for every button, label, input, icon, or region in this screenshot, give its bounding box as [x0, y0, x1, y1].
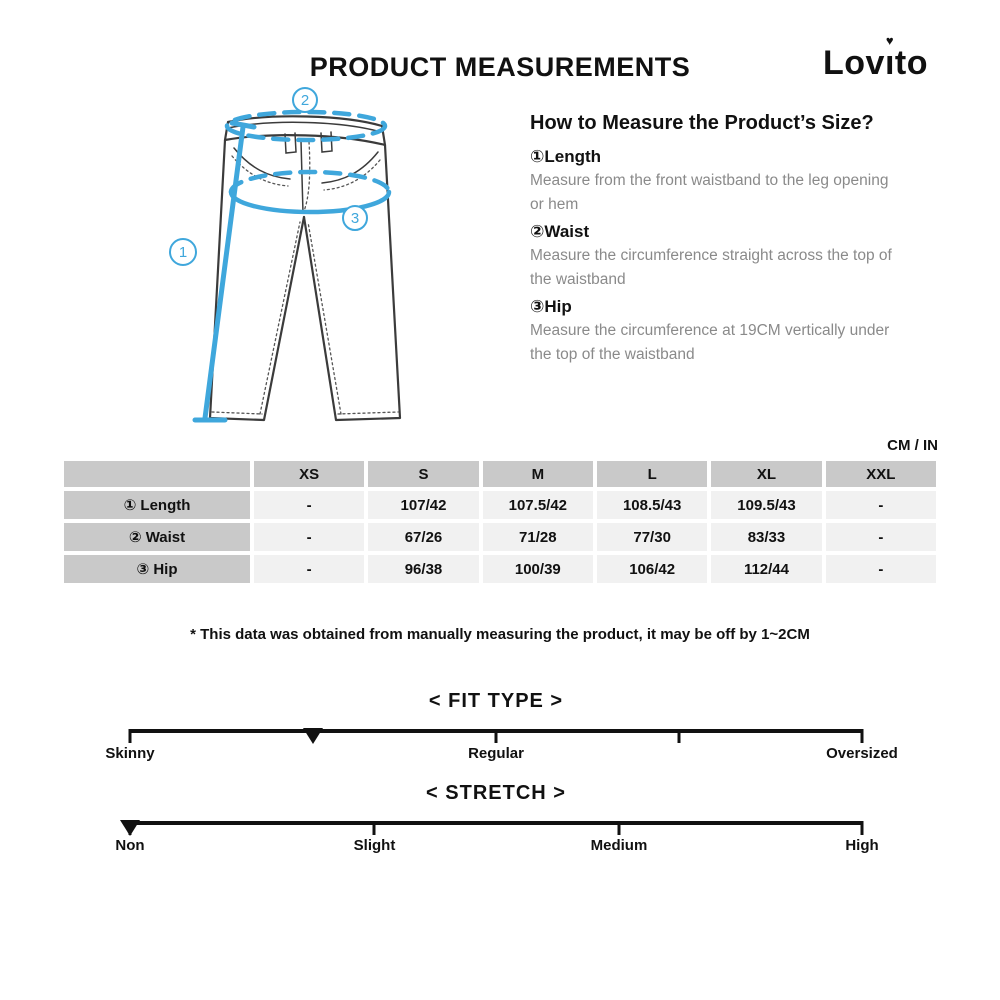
row-label: ② Waist [64, 523, 250, 551]
cell-value: - [826, 491, 936, 519]
measure-item-description: Measure the circumference at 19CM vertically under the top of the waistband [530, 322, 890, 363]
scale-label: Slight [353, 837, 396, 854]
cell-value: - [254, 491, 364, 519]
scale-marker-triangle [120, 820, 140, 836]
cell-value: 83/33 [711, 523, 821, 551]
scale-marker-triangle [303, 728, 323, 744]
table-row-waist [64, 523, 936, 551]
table-header-row [64, 461, 936, 487]
column-header-xl: XL [711, 461, 821, 487]
diagram-marker-3 [343, 206, 367, 230]
fit-type-title: < FIT TYPE > [428, 690, 564, 712]
scale-tick [495, 729, 498, 743]
stretch-labels [115, 837, 879, 857]
cell-value: 108.5/43 [597, 491, 707, 519]
logo-heart-dot-i: ı ♥ [884, 33, 895, 82]
scale-label: Non [115, 837, 145, 854]
measure-item-name: ②Waist [530, 222, 590, 242]
column-header-m: M [483, 461, 593, 487]
cell-value: - [254, 555, 364, 583]
page-title: PRODUCT MEASUREMENTS [309, 52, 691, 82]
how-to-measure-section [530, 112, 922, 366]
cell-value: 67/26 [368, 523, 478, 551]
diagram-marker-1 [170, 239, 196, 265]
row-label: ① Length [64, 491, 250, 519]
stretch-title: < STRETCH > [426, 782, 566, 804]
how-to-item-hip [530, 297, 922, 366]
fit-type-scale [105, 690, 898, 765]
unit-label: CM / IN [887, 437, 938, 454]
item-marker: ① [530, 147, 545, 166]
how-to-item-length [530, 147, 922, 216]
scale-tick [861, 821, 864, 835]
column-header-xs: XS [254, 461, 364, 487]
corner-cell [64, 461, 250, 487]
scale-tick [373, 821, 376, 835]
column-header-l: L [597, 461, 707, 487]
cell-value: 112/44 [711, 555, 821, 583]
scale-tick [861, 729, 864, 743]
heart-icon: ♥ [885, 33, 895, 48]
row-label: ③ Hip [64, 555, 250, 583]
svg-text:1: 1 [178, 244, 188, 261]
size-table [60, 457, 940, 587]
cell-value: - [254, 523, 364, 551]
measure-item-description: Measure the circumference straight across the top of the waistband [530, 247, 892, 288]
cell-value: - [826, 523, 936, 551]
scale-tick [129, 729, 132, 743]
measure-item-name: ①Length [530, 147, 602, 166]
item-marker: ② [530, 222, 545, 242]
hip-measure-ellipse-bottom [231, 192, 389, 212]
cell-value: 107.5/42 [483, 491, 593, 519]
cell-value: - [826, 555, 936, 583]
cell-value: 71/28 [483, 523, 593, 551]
how-to-title: How to Measure the Product’s Size? [530, 112, 874, 134]
cell-value: 106/42 [597, 555, 707, 583]
cell-value: 107/42 [368, 491, 478, 519]
scale-tick [617, 821, 620, 835]
cell-value: 96/38 [368, 555, 478, 583]
table-row-hip [64, 555, 936, 583]
measure-item-description: Measure from the front waistband to the leg opening or hem [530, 172, 889, 213]
scale-label: Oversized [826, 745, 898, 762]
measurement-annotations-group [170, 88, 389, 420]
brand-logo: Lovı ♥ to [823, 33, 928, 82]
measure-item-name: ③Hip [530, 297, 572, 317]
pants-diagram [140, 80, 520, 440]
fit-type-track [130, 729, 862, 733]
cell-value: 109.5/43 [711, 491, 821, 519]
column-header-s: S [368, 461, 478, 487]
table-row-length [64, 491, 936, 519]
scale-label: Medium [590, 837, 648, 854]
cell-value: 77/30 [597, 523, 707, 551]
measurement-disclaimer: * This data was obtained from manually measuring the product, it may be off by 1~2CM [190, 626, 810, 643]
scale-label: Skinny [105, 745, 155, 762]
stretch-scale [115, 782, 879, 857]
scale-tick [678, 729, 681, 743]
item-marker: ③ [530, 297, 545, 317]
fit-type-labels [105, 745, 898, 765]
svg-text:2: 2 [300, 92, 310, 109]
column-header-xxl: XXL [826, 461, 936, 487]
stretch-track [130, 821, 862, 825]
diagram-marker-2 [293, 88, 317, 112]
scale-label: Regular [468, 745, 524, 762]
scale-label: High [845, 837, 879, 854]
how-to-item-waist [530, 222, 922, 291]
svg-text:3: 3 [350, 210, 360, 227]
cell-value: 100/39 [483, 555, 593, 583]
